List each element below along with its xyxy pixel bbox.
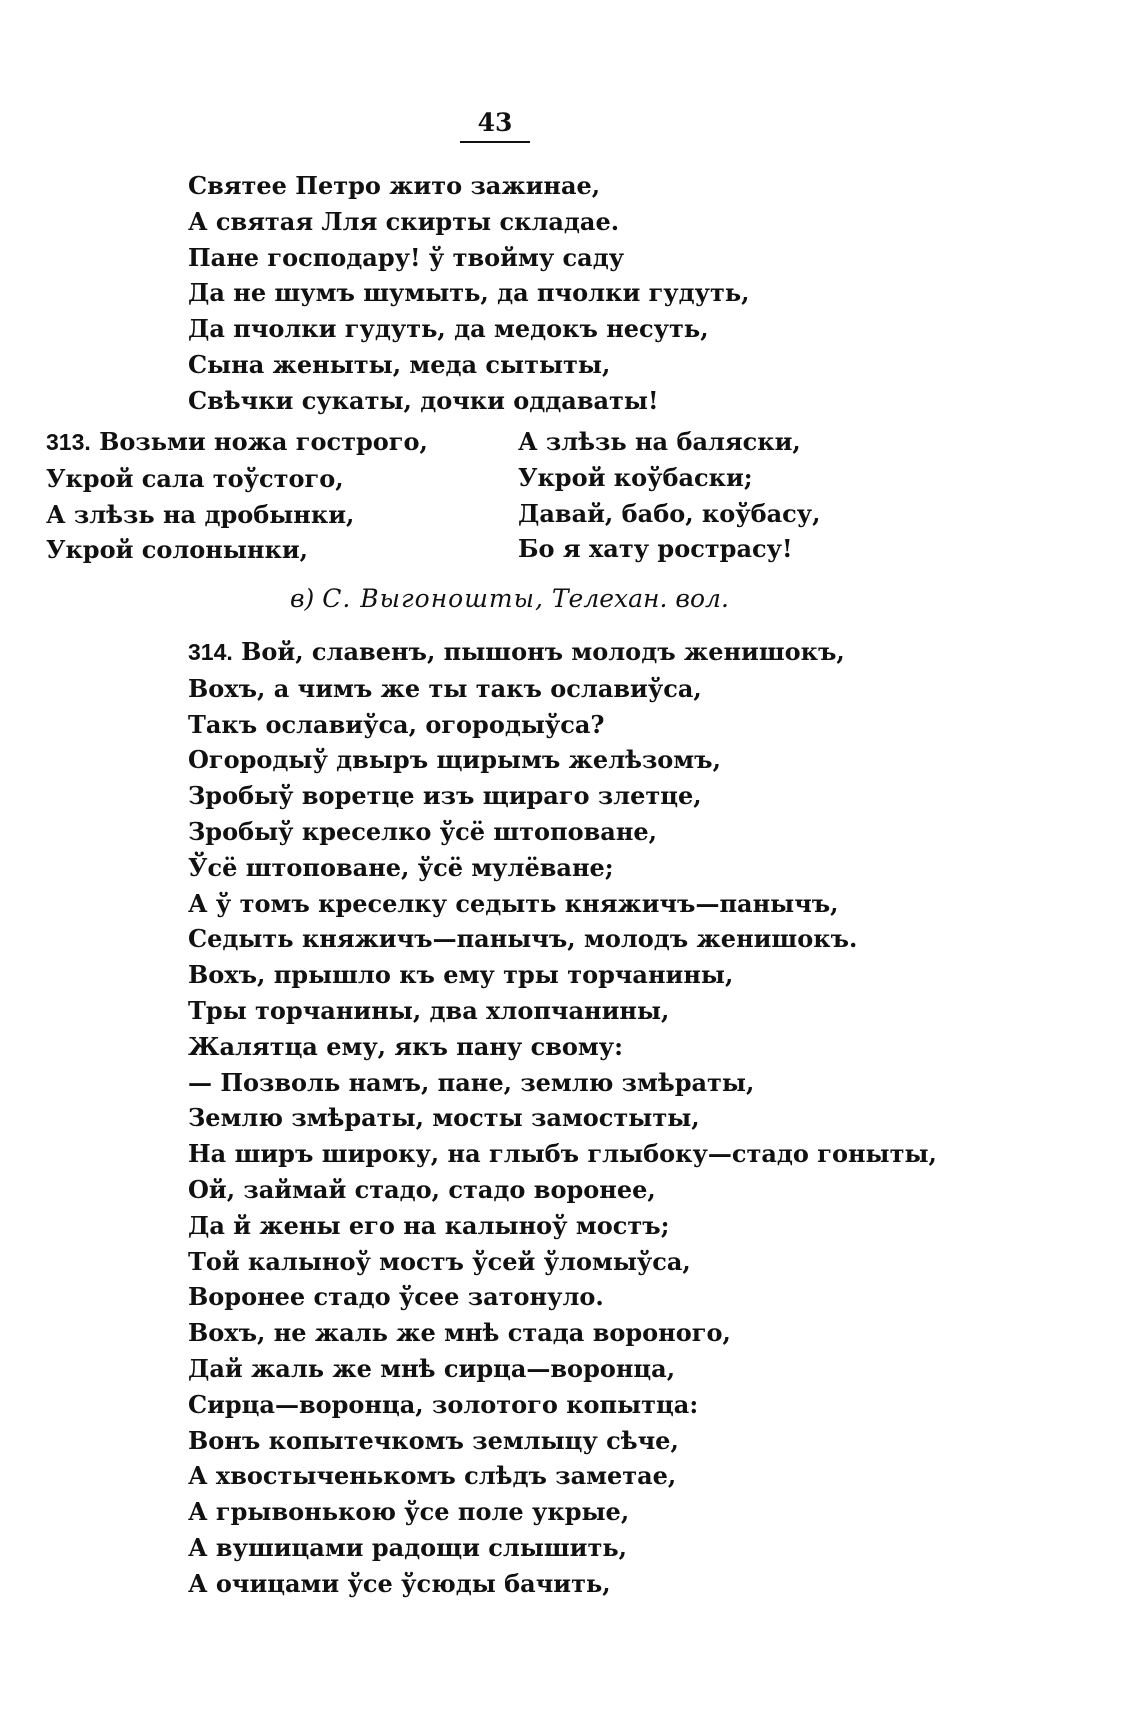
verse-313-left-column [46,424,428,568]
section-village: С. Выгоношты, [322,584,544,613]
verse-line: А ў томъ креселку седыть княжичъ—панычъ, [188,888,839,918]
verse-line: Святее Петро жито зажинае, [188,171,601,200]
section-heading [290,584,729,613]
verse-line: Сирца—воронца, золотого копытца: [188,1389,699,1419]
verse-line: Свѣчки сукаты, дочки оддаваты! [188,385,659,415]
verse-line: Той калыноў мостъ ўсей ўломыўса, [188,1246,691,1276]
verse-line: Бо я хату рострасу! [518,534,793,564]
verse-line: Землю змѣраты, мосты замостыты, [188,1103,700,1133]
section-letter: в) [290,584,315,613]
verse-number: 313. [46,429,91,455]
verse-line: Сына женыты, меда сытыты, [188,349,611,379]
verse-line: Ой, займай стадо, стадо воронее, [188,1174,656,1204]
section-district: Телехан. вол. [551,584,729,613]
verse-line: Дай жаль же мнѣ сирца—воронца, [188,1353,676,1383]
verse-line: Вохъ, а чимъ же ты такъ ославиўса, [188,673,702,703]
verse-line-text: Вой, славенъ, пышонъ молодъ женишокъ, [241,637,845,666]
verse-313-right-column [518,424,821,567]
verse-line: А очицами ўсе ўсюды бачить, [188,1568,611,1598]
verse-number: 314. [188,639,233,665]
verse-line: Седыть княжичъ—панычъ, молодъ женишокъ. [188,924,858,954]
verse-line: Укрой коўбаски; [518,462,753,492]
verse-line-text: Возьми ножа гострого, [99,427,428,456]
verse-line [188,634,937,671]
verse-line: Укрой солонынки, [46,535,308,565]
verse-line: Да пчолки гудуть, да медокъ несуть, [188,314,709,344]
verse-line: А злѣзь на баляски, [518,427,801,456]
verse-line: Укрой сала тоўстого, [46,463,344,493]
verse-line: Воронее стадо ўсее затонуло. [188,1282,604,1312]
verse-312-continuation [188,168,750,419]
verse-line: Пане господару! ў твойму саду [188,242,625,272]
verse-line: Такъ ославиўса, огородыўса? [188,709,605,739]
verse-line: А хвостыченькомъ слѣдъ заметае, [188,1461,677,1491]
verse-line [46,424,428,461]
verse-line: Вохъ, не жаль же мнѣ стада вороного, [188,1318,731,1348]
verse-line: Зробыў воретце изъ щираго злетце, [188,781,702,811]
verse-line: Да й жены его на калыноў мостъ; [188,1210,670,1240]
verse-line: Тры торчанины, два хлопчанины, [188,995,670,1025]
verse-line: А грывонькою ўсе поле укрые, [188,1497,630,1527]
verse-line: На ширъ широку, на глыбъ глыбоку—стадо гоныты, [188,1139,937,1169]
verse-line: А злѣзь на дробынки, [46,499,355,529]
verse-314 [188,634,937,1602]
verse-line: Зробыў креселко ўсё штоповане, [188,816,658,846]
verse-line: Огородыў двыръ щирымъ желѣзомъ, [188,745,721,775]
verse-line: — Позволь намъ, пане, землю змѣраты, [188,1067,755,1097]
verse-line: Да не шумъ шумыть, да пчолки гудуть, [188,278,750,308]
verse-line: Жалятца ему, якъ пану свому: [188,1031,623,1061]
verse-line: Ўсё штоповане, ўсё мулёване; [188,852,614,882]
verse-line: Вонъ копытечкомъ землыцу сѣче, [188,1425,679,1455]
verse-line: А святая Лля скирты складае. [188,206,620,236]
page-number: 43 [460,108,530,143]
verse-line: Давай, бабо, коўбасу, [518,498,821,528]
verse-line: А вушицами радощи слышить, [188,1532,627,1562]
verse-line: Вохъ, прышло къ ему тры торчанины, [188,960,734,990]
